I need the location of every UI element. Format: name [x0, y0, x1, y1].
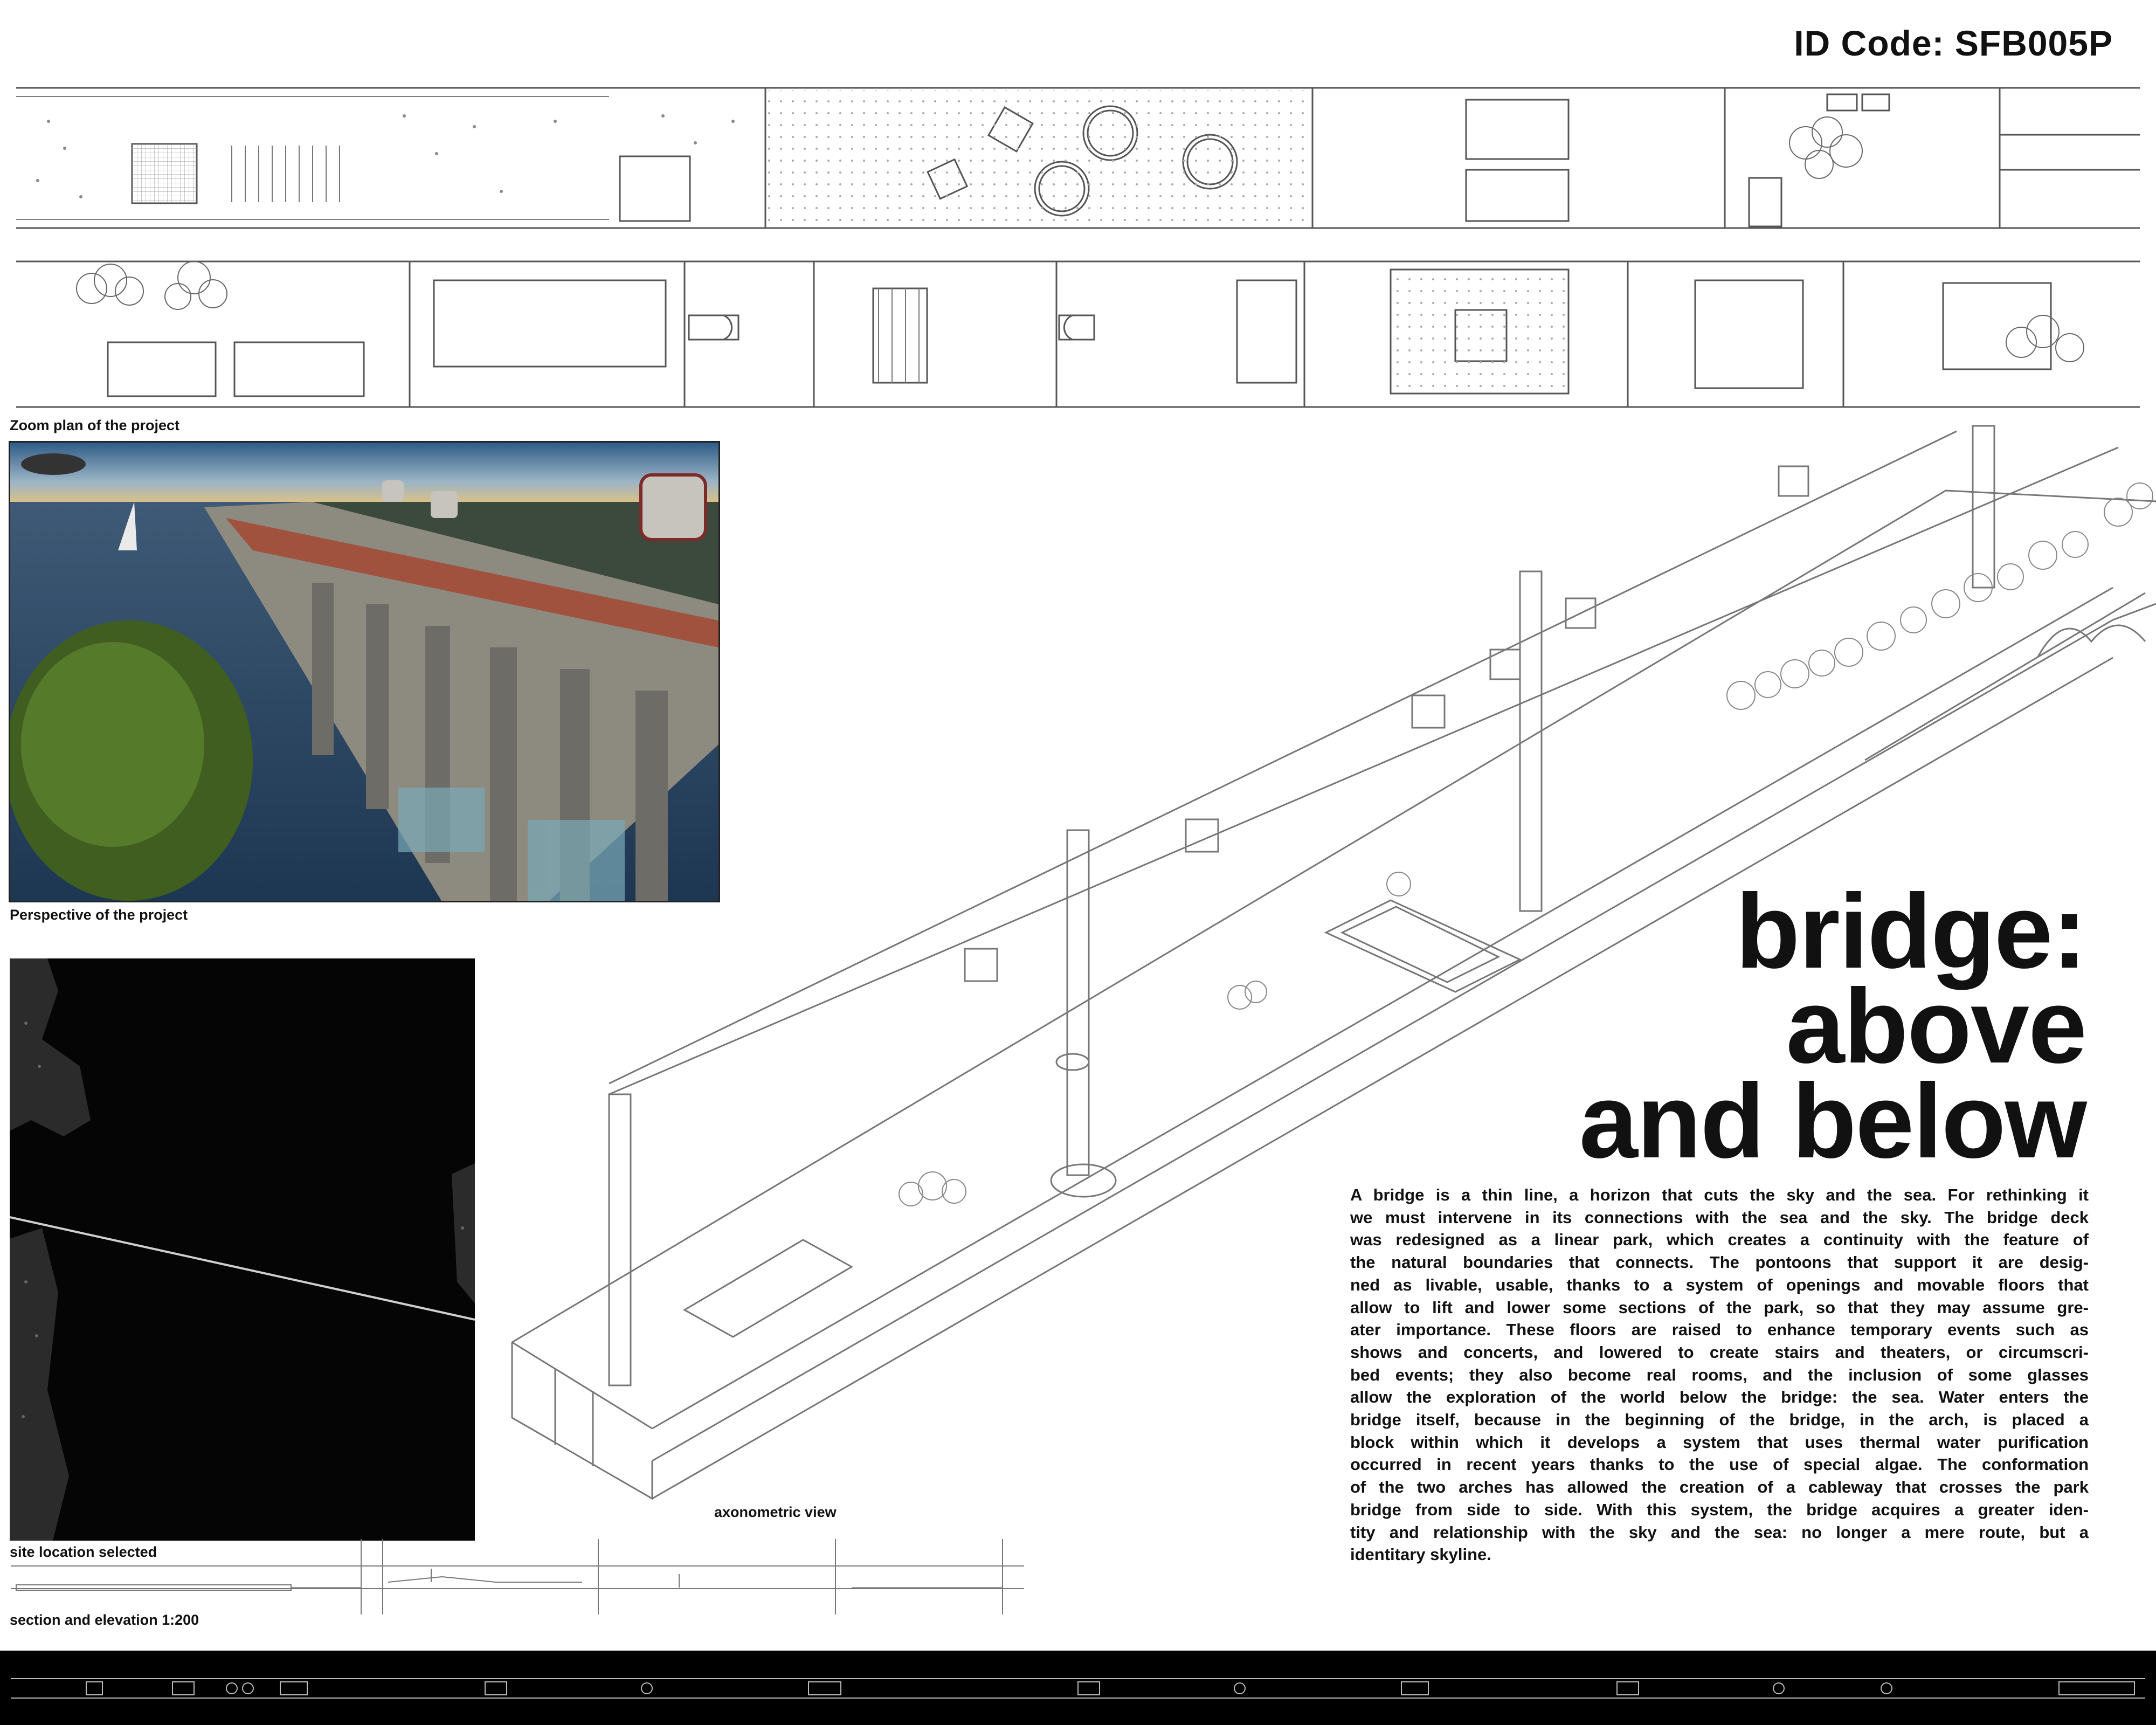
- description-line: shows and concerts, and lowered to create stairs and theaters, or circumscri-: [1350, 1342, 2089, 1362]
- perspective-caption: Perspective of the project: [10, 907, 188, 923]
- site-caption: site location selected: [10, 1544, 157, 1560]
- description-line: block within which it develops a system that uses thermal water purification: [1350, 1432, 2089, 1452]
- section-caption: section and elevation 1:200: [10, 1612, 199, 1628]
- description-line: identitary skyline.: [1350, 1545, 1491, 1564]
- description-line: bridge itself, because in the beginning of the bridge, in the arch, is placed a: [1350, 1410, 2089, 1430]
- axonometric-caption: axonometric view: [714, 1504, 837, 1520]
- description-line: ater importance. These floors are raised to enhance temporary events such as: [1350, 1320, 2089, 1340]
- bottom-band: [0, 1651, 2156, 1725]
- description-line: A bridge is a thin line, a horizon that cuts the sky and the sea. For rethinking it: [1350, 1185, 2089, 1204]
- description-line: allow the exploration of the world below the bridge: the sea. Water enters the: [1350, 1388, 2089, 1407]
- description-line: allow to lift and lower some sections of the park, so that they may assume gre-: [1350, 1298, 2089, 1317]
- description-line: occurred in recent years thanks to the use of special algae. The conformation: [1350, 1455, 2089, 1474]
- title-line-3: and below: [1579, 1062, 2086, 1180]
- section-elevation-drawing: [11, 1534, 1024, 1614]
- site-location-map: [10, 958, 475, 1541]
- description-line: we must intervene in its connections with the sea and the sky. The bridge deck: [1350, 1208, 2089, 1227]
- description-line: the natural boundaries that connects. The pontoons that support it are desig-: [1350, 1253, 2089, 1272]
- description-line: of the two arches has allowed the creation of a cableway that crosses the park: [1350, 1478, 2089, 1497]
- description-line: ned as livable, usable, thanks to a system of openings and movable floors that: [1350, 1275, 2089, 1294]
- id-code: ID Code: SFB005P: [1794, 23, 2113, 63]
- title-line-2: above: [1786, 967, 2086, 1085]
- description-line: was redesigned as a linear park, which creates a continuity with the feature of: [1350, 1230, 2089, 1250]
- project-description: [1350, 1184, 2089, 1566]
- zoom-plan-caption: Zoom plan of the project: [10, 417, 179, 433]
- description-line: bridge from side to side. With this system, the bridge acquires a greater iden-: [1350, 1500, 2089, 1519]
- title-line-1: bridge:: [1735, 872, 2086, 990]
- description-line: tity and relationship with the sky and the sea: no longer a mere route, but a: [1350, 1522, 2089, 1542]
- mini-plan-strip: [0, 1651, 2156, 1725]
- project-title: [1579, 872, 2086, 1180]
- description-line: bed events; they also become real rooms, and the inclusion of some glasses: [1350, 1365, 2089, 1384]
- zoom-plan-drawing: [16, 84, 2140, 412]
